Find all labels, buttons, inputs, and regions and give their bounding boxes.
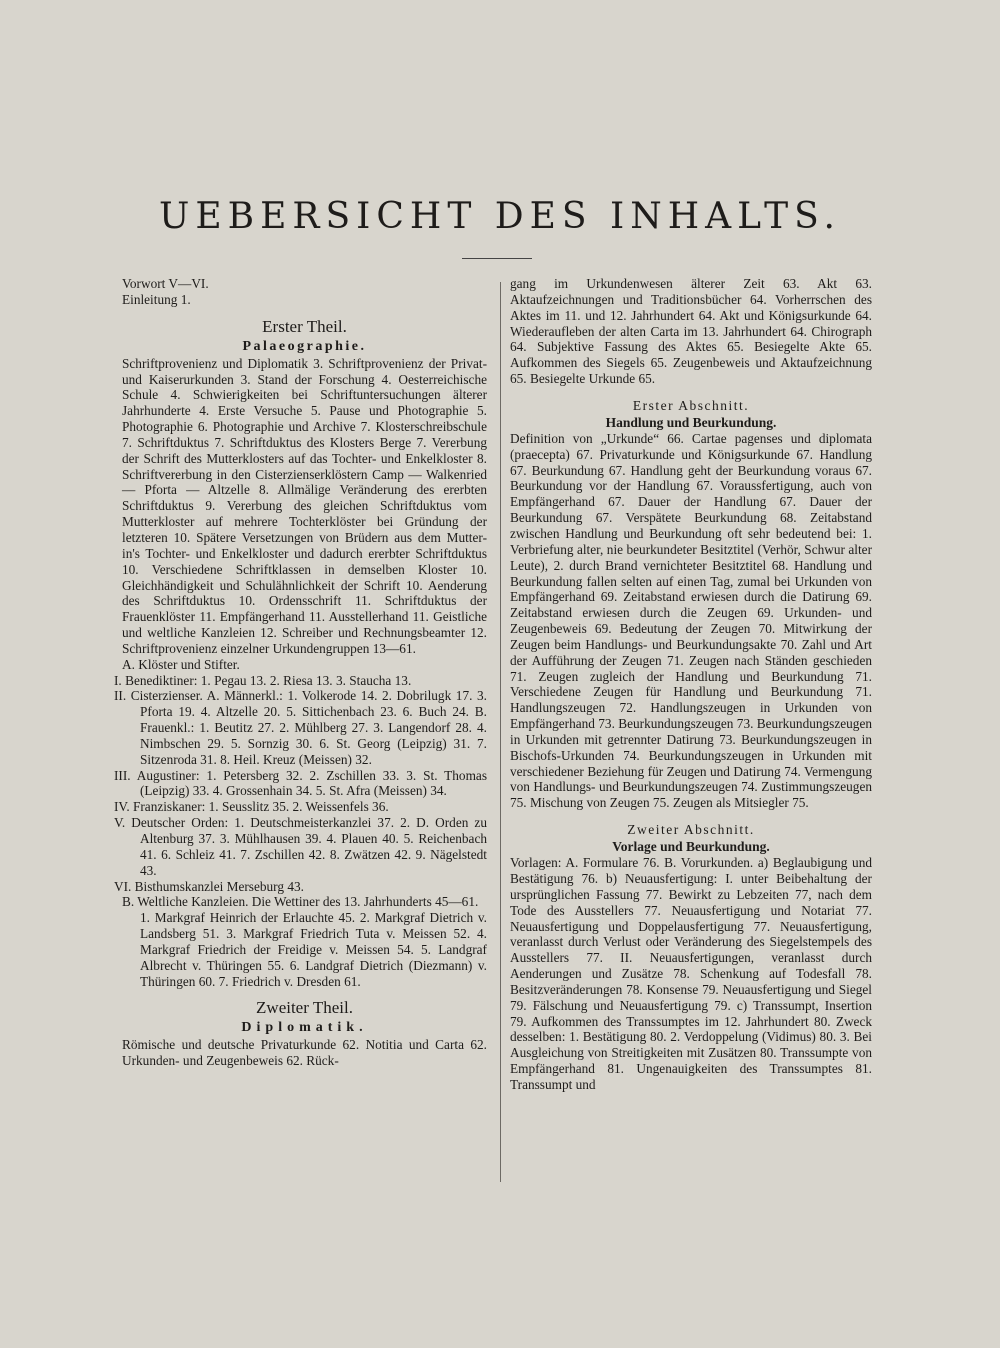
part2-heading: Zweiter Theil.: [256, 998, 353, 1018]
bisthumskanzlei-entry: VI. Bisthumskanzlei Merseburg 43.: [114, 878, 304, 894]
title-rule: [462, 258, 532, 259]
deutscher-orden-entry: V. Deutscher Orden: 1. Deutschmeisterkanzlei 37. 2. D. Orden zu Altenburg 37. 3. Mühlhausen 39. 4. Plauen 40. 5. Reichenbach 41. 6. Schleiz 41. 7. Zschillen 42. 8. Zwätzen 42. 9. Nägelstedt 43.: [114, 815, 487, 878]
einleitung-entry: Einleitung 1.: [122, 291, 191, 307]
right-column: [510, 276, 872, 1093]
diplomatik-text: Römische und deutsche Privaturkunde 62. Notitia und Carta 62. Urkunden- und Zeugenbeweis 62. Rück-: [122, 1037, 487, 1069]
abschnitt2-subheading: Vorlage und Beurkundung.: [612, 839, 770, 855]
cisterzienser-entry: II. Cisterzienser. A. Männerkl.: 1. Volkerode 14. 2. Dobrilugk 17. 3. Pforta 19. 4. Altzelle 20. 5. Sittichenbach 23. 6. Buch 24. B. Frauenkl.: 1. Beutitz 27. 2. Mühlberg 27. 3. Langendorf 28. 4. Nimbschen 29. 5. Sornzig 30. 6. St. Georg (Leipzig) 31. 7. Sitzenroda 31. 8. Heil. Kreuz (Meissen) 32.: [114, 688, 487, 767]
section-b-heading: B. Weltliche Kanzleien. Die Wettiner des 13. Jahrhunderts 45—61.: [122, 894, 479, 910]
column-divider: [500, 282, 501, 1182]
part1-heading: Erster Theil.: [262, 316, 347, 336]
left-column: [114, 276, 487, 1069]
abschnitt2-heading: Zweiter Abschnitt.: [627, 822, 755, 838]
section-a-heading: A. Klöster und Stifter.: [122, 656, 240, 672]
augustiner-entry: III. Augustiner: 1. Petersberg 32. 2. Zschillen 33. 3. St. Thomas (Leipzig) 33. 4. Grossenhain 34. 5. St. Afra (Meissen) 34.: [114, 767, 487, 799]
abschnitt1-text: Definition von „Urkunde“ 66. Cartae pagenses und diplomata (praecepta) 67. Privaturkunde und Königsurkunde 67. Handlung 67. Beurkundung 67. Handlung geht der Beurkundung voraus 67. Beurkundung vor der Handlung 67. Voraussfertigung, auch von Empfängerhand 67. Dauer der Handlung 67. Dauer der Beurkundung 67. Verspätete Beurkundung 68. Zeitabstand zwischen Handlung und Beurkundung oft sehr bedeutend bei: 1. Verbriefung alter, nie beurkundeter Besitztitel (Verhör, Schwur alter Leute), 2. durch Brand vernichteter Besitztitel 68. Handlung und Beurkundung fallen selten auf einen Tag, zumal bei Urkunden von Empfängerhand 69. Zeitabstand erwiesen durch die Datirung 69. Zeitabstand erwiesen durch die Zeugen 69. Urkunden- und Zeugenbeweis 69. Bedeutung der Zeugen 70. Mitwirkung der Zeugen beim Handlungs- und Beurkundungsakte 70. Zahl und Art der Aufführung der Zeugen 71. Zeugen nach Ständen geschieden 71. Zeugen zugleich der Handlung und Beurkundung 71. Verschiedene Zeugen für Handlung und Beurkundung 71. Handlungszeugen 72. Handlungszeugen in Urkunden von Empfängerhand 73. Beurkundungszeugen 73. Beurkundungszeugen in Urkunden mit getrennter Datirung 73. Beurkundungszeugen in Bischofs-Urkunden 74. Beurkundungszeugen in Urkunden mit verschiedener Beziehung für Zeugen und Datirung 74. Vermengung von Handlungs- und Beurkundungszeugen 74. Zustimmungszeugen 75. Mischung von Zeugen 75. Zeugen als Mitsiegler 75.: [510, 430, 872, 811]
part2-subheading: Diplomatik.: [241, 1020, 368, 1036]
benediktiner-entry: I. Benediktiner: 1. Pegau 13. 2. Riesa 13. 3. Staucha 13.: [114, 672, 412, 688]
abschnitt1-subheading: Handlung und Beurkundung.: [605, 414, 777, 430]
part1-subheading: Palaeographie.: [242, 338, 367, 354]
page-title: UEBERSICHT DES INHALTS.: [159, 196, 841, 237]
wettiner-entry: 1. Markgraf Heinrich der Erlauchte 45. 2. Markgraf Dietrich v. Landsberg 51. 3. Markgraf Friedrich Tuta v. Meissen 52. 4. Markgraf Friedrich der Freidige v. Meissen 54. 5. Landgraf Albrecht v. Thüringen 55. 6. Landgraf Dietrich (Diezmann) v. Thüringen 60. 7. Friedrich v. Dresden 61.: [140, 910, 487, 989]
abschnitt1-heading: Erster Abschnitt.: [632, 397, 750, 413]
continued-text: gang im Urkundenwesen älterer Zeit 63. Akt 63. Aktaufzeichnungen und Traditionsbücher 64. Vorherrschen des Aktes im 11. und 12. Jahrhundert 64. Akt und Königsurkunde 64. Wiederaufleben der alten Carta im 13. Jahrhundert 64. Chirograph 64. Subjektive Fassung des Aktes 65. Besiegelte Akte 65. Aufkommen des Siegels 65. Zeugenbeweis und Aktaufzeichnung 65. Besiegelte Urkunde 65.: [510, 276, 872, 387]
abschnitt2-text: Vorlagen: A. Formulare 76. B. Vorurkunden. a) Beglaubigung und Bestätigung 76. b) Neuausfertigung: I. unter Beibehaltung der ursprünglichen Fassung 77. Bewirkt zu Lebzeiten 77, nach dem Tode des Ausstellers 77. Neuausfertigung und Notariat 77. Neuausfertigung und Doppelausfertigung 77. Neuausfertigung, veranlasst durch Verlust oder Veränderung des Siegelstempels des Ausstellers 77. II. Neuausfertigungen, veranlasst durch Aenderungen und Zusätze 78. Schenkung auf Todesfall 78. Besitzveränderungen 78. Konsense 79. Neuausfertigung und Siegel 79. Fälschung und Neuausfertigung 79. c) Transsumpt, Insertion 79. Aufkommen des Transsumptes im 12. Jahrhundert 80. Zweck desselben: 1. Bestätigung 80. 2. Verdoppelung (Vidimus) 80. 3. Bei Ausgleichung von Streitigkeiten mit Zusätzen 80. Transsumpte von Empfängerhand 81. Ungenauigkeiten des Transsumptes 81. Transsumpt und: [510, 855, 872, 1092]
palaeographie-text: Schriftprovenienz und Diplomatik 3. Schriftprovenienz der Privat- und Kaiserurkunden 3. Stand der Forschung 4. Oesterreichische Schule 4. Schwierigkeiten bei Schriftuntersuchungen älterer Jahrhunderte 4. Erste Versuche 5. Pause und Photographie 5. Photographie 6. Photographie und Archive 7. Klosterschreibschule 7. Schriftduktus 7. Schriftduktus des Klosters Berge 7. Vererbung der Schrift des Mutterklosters auf das Tochter- und Enkelkloster 8. Schriftvererbung in den Cisterzienserklöstern Camp — Walkenried — Pforta — Altzelle 8. Allmälige Veränderung des ererbten Schriftduktus 9. Vererbung des gleichen Schriftduktus vom Mutterkloster auf mehrere Tochterklöster bei Gründung der letzteren 10. Spätere Versetzungen von Brüdern aus dem Mutter- in's Tochter- und Enkelkloster und dadurch ererbter Schriftduktus 10. Verschiedene Schriftklassen in demselben Kloster 10. Gleichhändigkeit und Schulähnlichkeit der Schrift 10. Aenderung des Schriftduktus 10. Ordensschrift 11. Schriftduktus der Frauenklöster 11. Empfängerhand 11. Ausstellerhand 11. Geistliche und weltliche Kanzleien 12. Schreiber und Rechnungsbeamter 12. Schriftprovenienz einzelner Urkundengruppen 13—61.: [122, 355, 487, 656]
vorwort-entry: Vorwort V—VI.: [122, 276, 209, 291]
franziskaner-entry: IV. Franziskaner: 1. Seusslitz 35. 2. Weissenfels 36.: [114, 799, 389, 815]
